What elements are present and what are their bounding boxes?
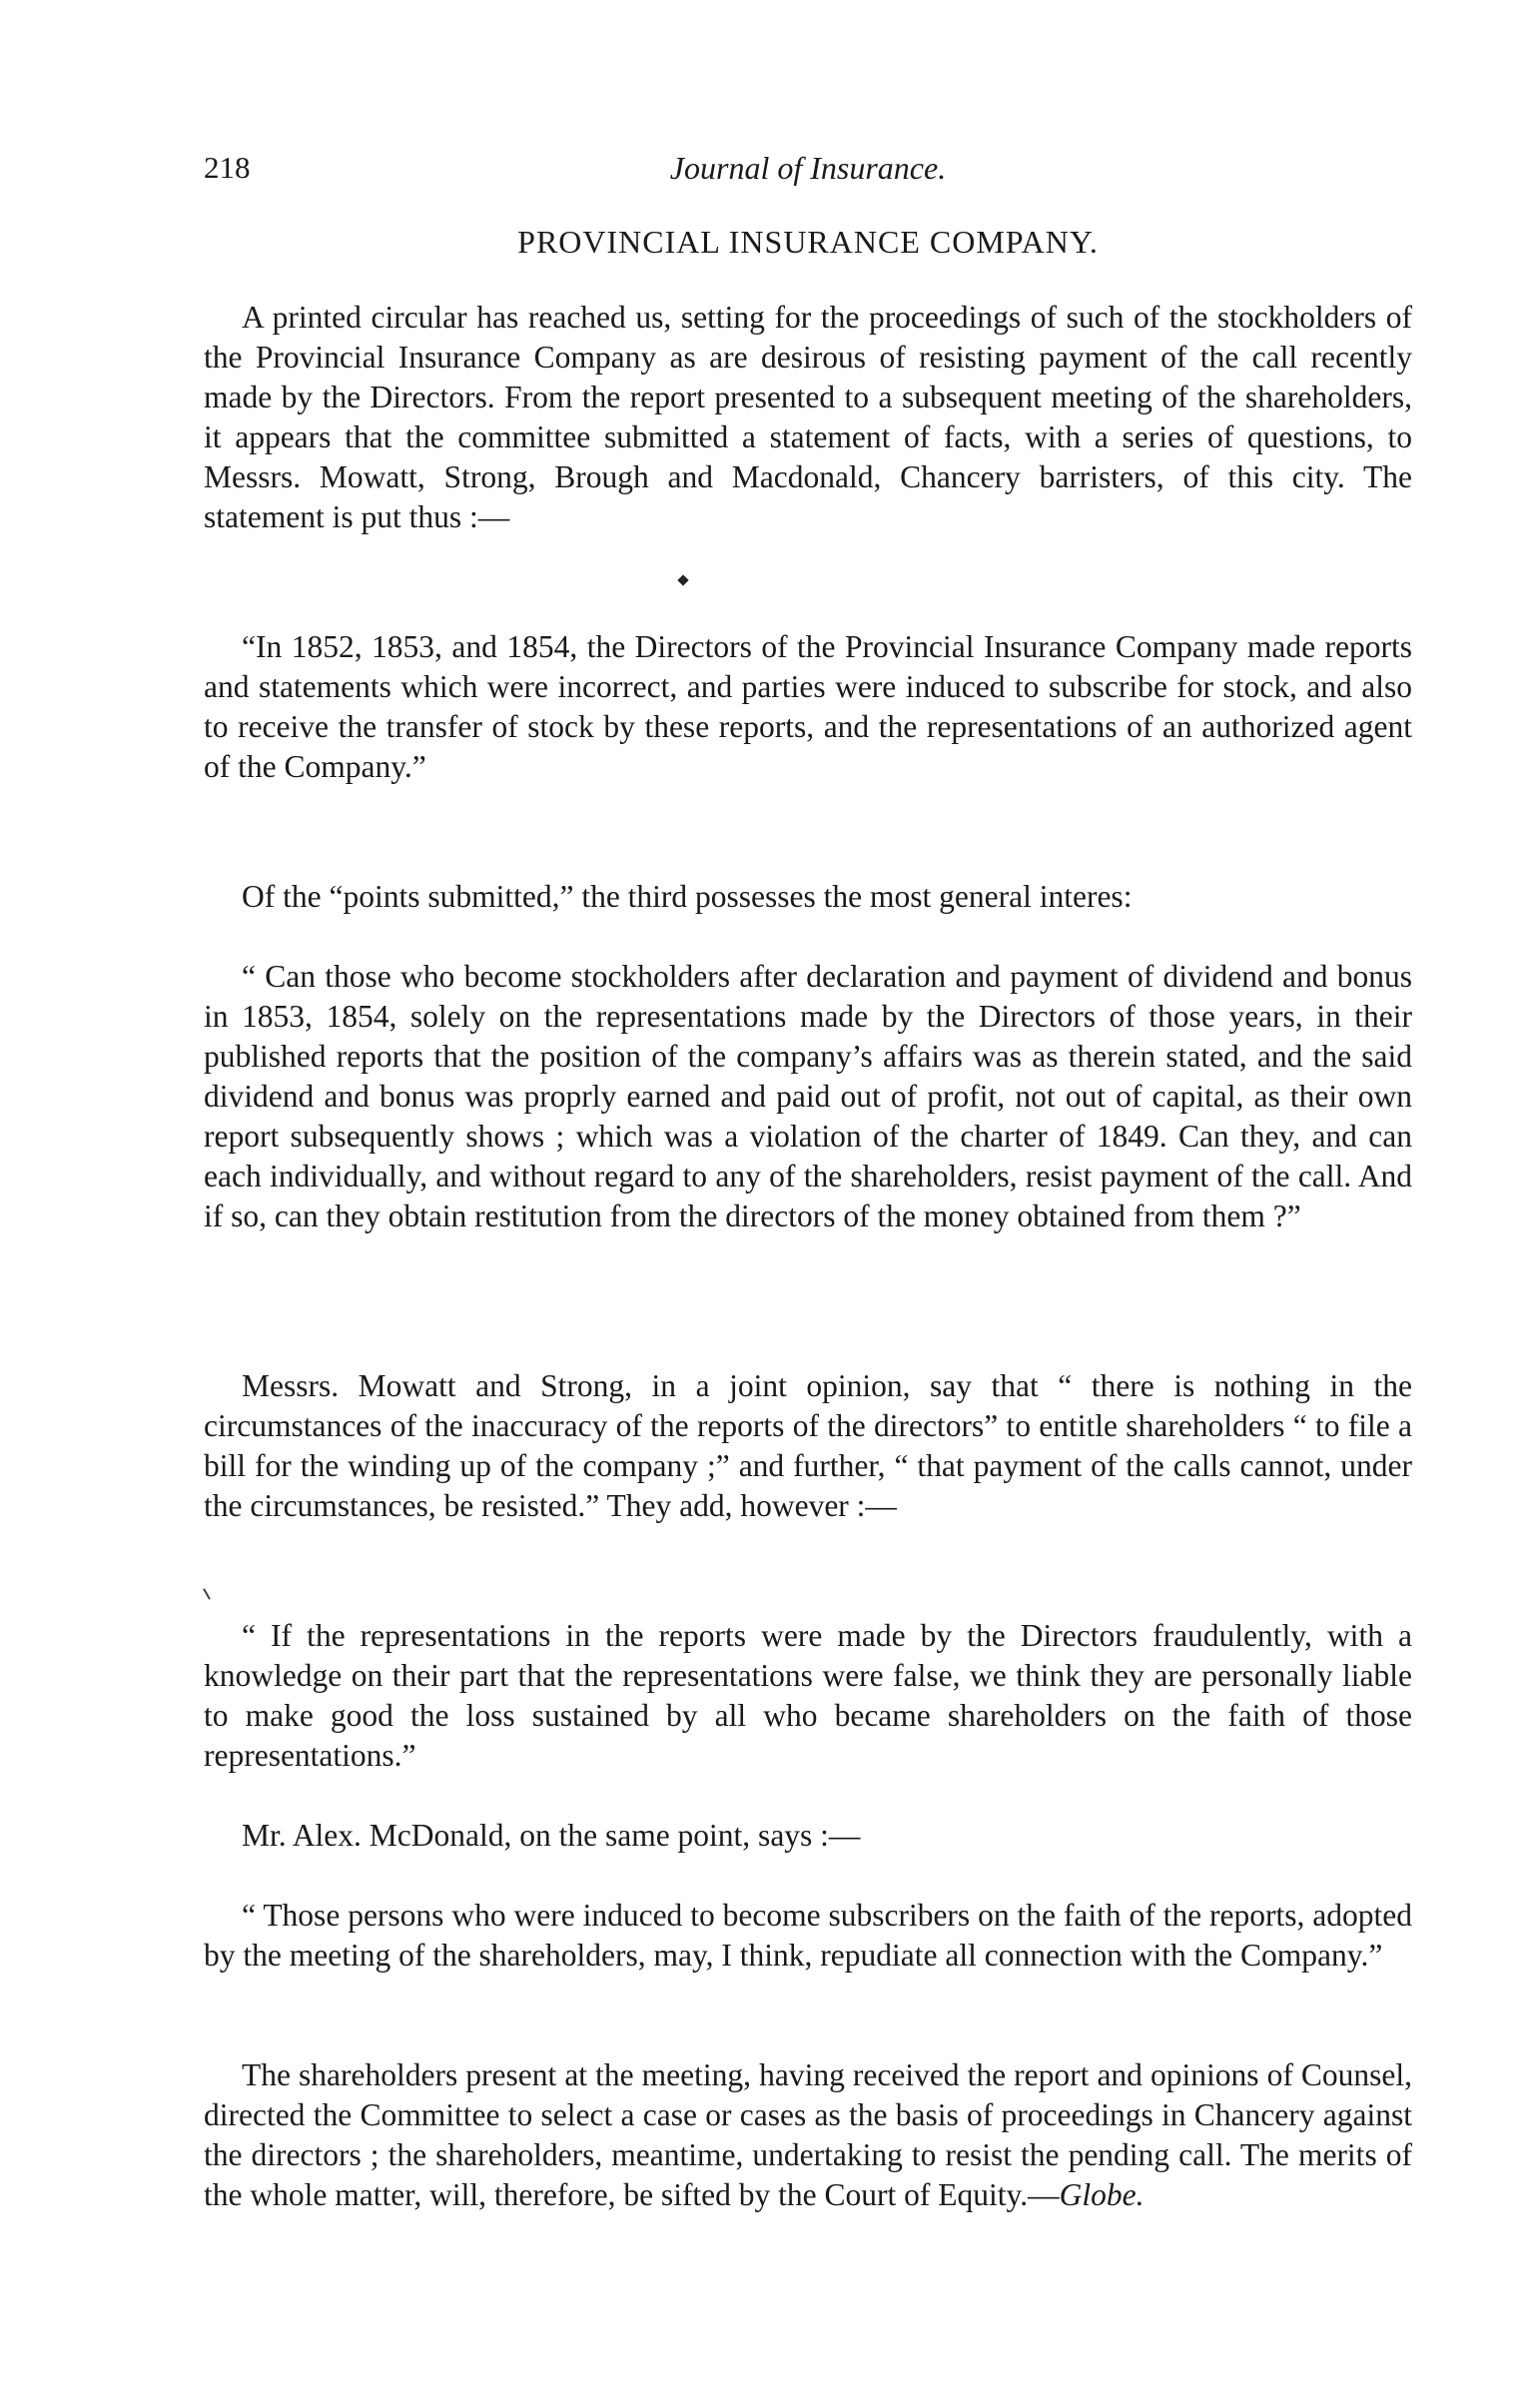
- paragraph-intro: A printed circular has reached us, setting for the proceedings of such of the stockholders of the Provincial Insurance Company as are desirous of resisting payment of the call recently made by the Directors. From the report presented to a subsequent meeting of the shareholders, it appears that the committee submitted a statement of facts, with a series of questions, to Messrs. Mowatt, Strong, Brough and Macdonald, Chancery barristers, of this city. The statement is put thus :—: [204, 300, 1412, 534]
- quoted-opinion: “ If the representations in the reports were made by the Directors fraudulently, with a knowledge on their part that the representations were false, we think they are personally liable to make good the loss sustained by all who became shareholders on the faith of those representations.”: [204, 1618, 1412, 1773]
- margin-tick: [203, 1588, 211, 1599]
- paragraph-points: Of the “points submitted,” the third possesses the most general interes:: [242, 879, 1133, 914]
- conclusion-text: The shareholders present at the meeting, having received the report and opinions of Counsel, directed the Committee to select a case or cases as the basis of proceedings in Chancery against the directors ; the shareholders, meantime, undertaking to resist the pending call. The merits of the whole matter, will, therefore, be sifted by the Court of Equity.—: [204, 2057, 1412, 2212]
- running-title: Journal of Insurance.: [669, 150, 947, 186]
- article-title: PROVINCIAL INSURANCE COMPANY.: [517, 224, 1099, 260]
- paragraph-opinion: Messrs. Mowatt and Strong, in a joint opinion, say that “ there is nothing in the circumstances of the inaccuracy of the reports of the directors” to entitle shareholders “ to file a bill for the winding up of the company ;” and further, “ that payment of the calls cannot, under the circumstances, be resisted.” They add, however :—: [204, 1368, 1412, 1523]
- quoted-question: “ Can those who become stockholders after declaration and payment of dividend and bonus in 1853, 1854, solely on the representations made by the Directors of those years, in their published reports that the position of the company’s affairs was as therein stated, and the said dividend and bonus was proprly earned and paid out of profit, not out of capital, as their own report subsequently shows ; which was a violation of the charter of 1849. Can they, and can each individually, and without regard to any of the shareholders, resist payment of the call. And if so, can they obtain restitution from the directors of the money obtained from them ?”: [204, 959, 1412, 1233]
- paragraph-conclusion: [204, 2055, 1412, 2215]
- page-number: 218: [204, 150, 251, 185]
- quoted-statement: “In 1852, 1853, and 1854, the Directors of the Provincial Insurance Company made reports and statements which were incorrect, and parties were induced to subscribe for stock, and also to receive the transfer of stock by these reports, and the representations of an authorized agent of the Company.”: [204, 629, 1412, 784]
- paragraph-mcdonald: Mr. Alex. McDonald, on the same point, says :—: [242, 1818, 861, 1853]
- ink-mark: [677, 574, 688, 585]
- quoted-mcdonald: “ Those persons who were induced to become subscribers on the faith of the reports, adopted by the meeting of the shareholders, may, I think, repudiate all connection with the Company.”: [204, 1898, 1412, 1973]
- page-header: [204, 150, 1412, 194]
- source-attribution: Globe.: [1059, 2177, 1145, 2212]
